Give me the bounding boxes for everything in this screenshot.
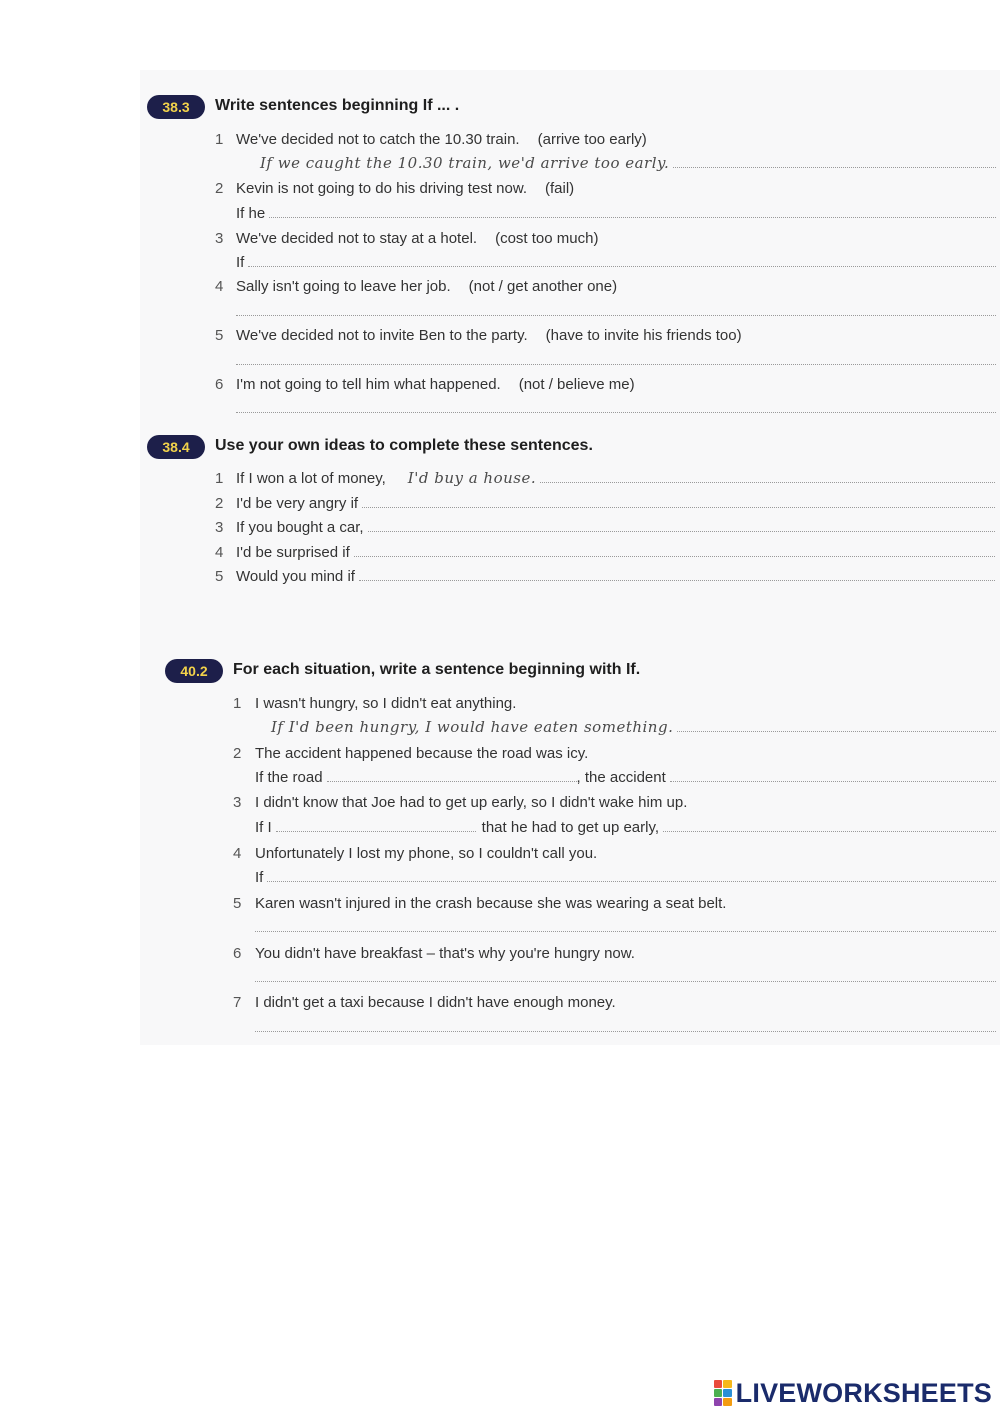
dotted-line — [540, 481, 995, 483]
question-row — [215, 173, 995, 197]
exercise-heading: Use your own ideas to complete these sentences. — [215, 437, 593, 454]
question-number: 5 — [215, 327, 224, 344]
question-number: 6 — [233, 945, 242, 962]
question-hint: (not / get another one) — [468, 278, 618, 295]
answer-line[interactable] — [255, 762, 996, 786]
question-row — [215, 124, 995, 148]
sentence-start: If I won a lot of money, — [236, 470, 386, 487]
question-row — [215, 271, 995, 295]
question-number: 2 — [215, 495, 224, 512]
question-number: 6 — [215, 376, 224, 393]
dotted-line — [267, 880, 996, 882]
question-number: 3 — [233, 794, 242, 811]
handwritten-answer: I'd buy a house. — [407, 469, 537, 487]
question-number: 3 — [215, 230, 224, 247]
question-number: 2 — [233, 745, 242, 762]
dotted-line — [663, 830, 996, 832]
question-hint: (arrive too early) — [537, 131, 647, 148]
question-hint: (have to invite his friends too) — [545, 327, 742, 344]
question-number: 5 — [215, 568, 224, 585]
question-number: 7 — [233, 994, 242, 1011]
question-text: Karen wasn't injured in the crash because she was wearing a seat belt. — [255, 895, 727, 912]
sentence-row[interactable] — [215, 537, 995, 561]
question-number: 2 — [215, 180, 224, 197]
sentence-start: I'd be very angry if — [236, 495, 359, 512]
liveworksheets-logo — [714, 1377, 992, 1409]
answer-prefix: If the road — [255, 769, 323, 786]
question-hint: (fail) — [545, 180, 575, 197]
question-hint: (not / believe me) — [518, 376, 635, 393]
dotted-line — [670, 780, 996, 782]
answer-prefix: If I — [255, 819, 272, 836]
question-number: 1 — [215, 470, 224, 487]
answer-line[interactable] — [236, 148, 996, 172]
exercise-heading: Write sentences beginning If ... . — [215, 97, 460, 114]
question-hint: (cost too much) — [495, 230, 599, 247]
answer-line[interactable] — [255, 812, 996, 836]
question-text: We've decided not to stay at a hotel. — [236, 230, 478, 247]
answer-line[interactable] — [236, 247, 996, 271]
dotted-line — [368, 530, 995, 532]
question-number: 4 — [215, 544, 224, 561]
question-text: Unfortunately I lost my phone, so I couldn't call you. — [255, 845, 598, 862]
sentence-row[interactable] — [215, 512, 995, 536]
dotted-line — [236, 411, 996, 413]
question-text: Kevin is not going to do his driving test now. — [236, 180, 528, 197]
dotted-line — [677, 730, 996, 732]
question-number: 4 — [233, 845, 242, 862]
question-row — [233, 938, 995, 962]
answer-prefix: If — [236, 254, 245, 271]
dotted-line — [236, 363, 996, 365]
question-text: We've decided not to catch the 10.30 train. — [236, 131, 520, 148]
dotted-line — [236, 314, 996, 316]
answer-line[interactable] — [255, 962, 996, 986]
exercise-badge: 40.2 — [165, 659, 223, 683]
question-text: I wasn't hungry, so I didn't eat anything. — [255, 695, 517, 712]
dotted-line — [359, 579, 995, 581]
handwritten-answer: If we caught the 10.30 train, we'd arrive too early. — [260, 154, 670, 172]
dotted-line — [255, 930, 996, 932]
dotted-line — [362, 506, 995, 508]
question-text: You didn't have breakfast – that's why you're hungry now. — [255, 945, 635, 962]
exercise-badge: 38.3 — [147, 95, 205, 119]
exercise-heading: For each situation, write a sentence beginning with If. — [233, 661, 641, 678]
sentence-start: If you bought a car, — [236, 519, 364, 536]
sentence-row[interactable] — [215, 463, 995, 487]
sentence-start: Would you mind if — [236, 568, 355, 585]
question-row — [233, 787, 995, 811]
answer-line[interactable] — [255, 1012, 996, 1036]
question-text: I didn't get a taxi because I didn't have enough money. — [255, 994, 616, 1011]
question-text: I'm not going to tell him what happened. — [236, 376, 501, 393]
sentence-row[interactable] — [215, 488, 995, 512]
exercise-badge: 38.4 — [147, 435, 205, 459]
sentence-row[interactable] — [215, 561, 995, 585]
question-number: 4 — [215, 278, 224, 295]
dotted-line — [673, 166, 996, 168]
answer-line[interactable] — [255, 862, 996, 886]
dotted-line — [255, 1030, 996, 1032]
handwritten-answer: If I'd been hungry, I would have eaten something. — [271, 718, 674, 736]
question-row — [233, 838, 995, 862]
answer-line[interactable] — [255, 912, 996, 936]
logo-icon — [714, 1380, 732, 1406]
question-number: 1 — [215, 131, 224, 148]
dotted-line — [354, 555, 995, 557]
answer-prefix: If he — [236, 205, 266, 222]
dotted-line — [269, 216, 996, 218]
answer-middle: , the accident — [576, 769, 666, 786]
dotted-line — [276, 830, 476, 832]
answer-line[interactable] — [236, 296, 996, 320]
question-row — [215, 223, 995, 247]
answer-line[interactable] — [255, 712, 996, 736]
answer-line[interactable] — [236, 198, 996, 222]
question-row — [215, 369, 995, 393]
question-text: The accident happened because the road was icy. — [255, 745, 589, 762]
question-text: I didn't know that Joe had to get up early, so I didn't wake him up. — [255, 794, 688, 811]
answer-line[interactable] — [236, 345, 996, 369]
question-number: 5 — [233, 895, 242, 912]
question-row — [233, 738, 995, 762]
dotted-line — [255, 980, 996, 982]
question-number: 1 — [233, 695, 242, 712]
question-number: 3 — [215, 519, 224, 536]
question-row — [215, 320, 995, 344]
question-text: We've decided not to invite Ben to the party. — [236, 327, 528, 344]
sentence-start: I'd be surprised if — [236, 544, 350, 561]
question-text: Sally isn't going to leave her job. — [236, 278, 451, 295]
logo-text: LIVEWORKSHEETS — [735, 1377, 992, 1408]
answer-prefix: If — [255, 869, 264, 886]
question-row — [233, 688, 995, 712]
answer-middle: that he had to get up early, — [481, 819, 660, 836]
question-row — [233, 987, 995, 1011]
dotted-line — [248, 265, 996, 267]
question-row — [233, 888, 995, 912]
dotted-line — [327, 780, 577, 782]
answer-line[interactable] — [236, 393, 996, 417]
